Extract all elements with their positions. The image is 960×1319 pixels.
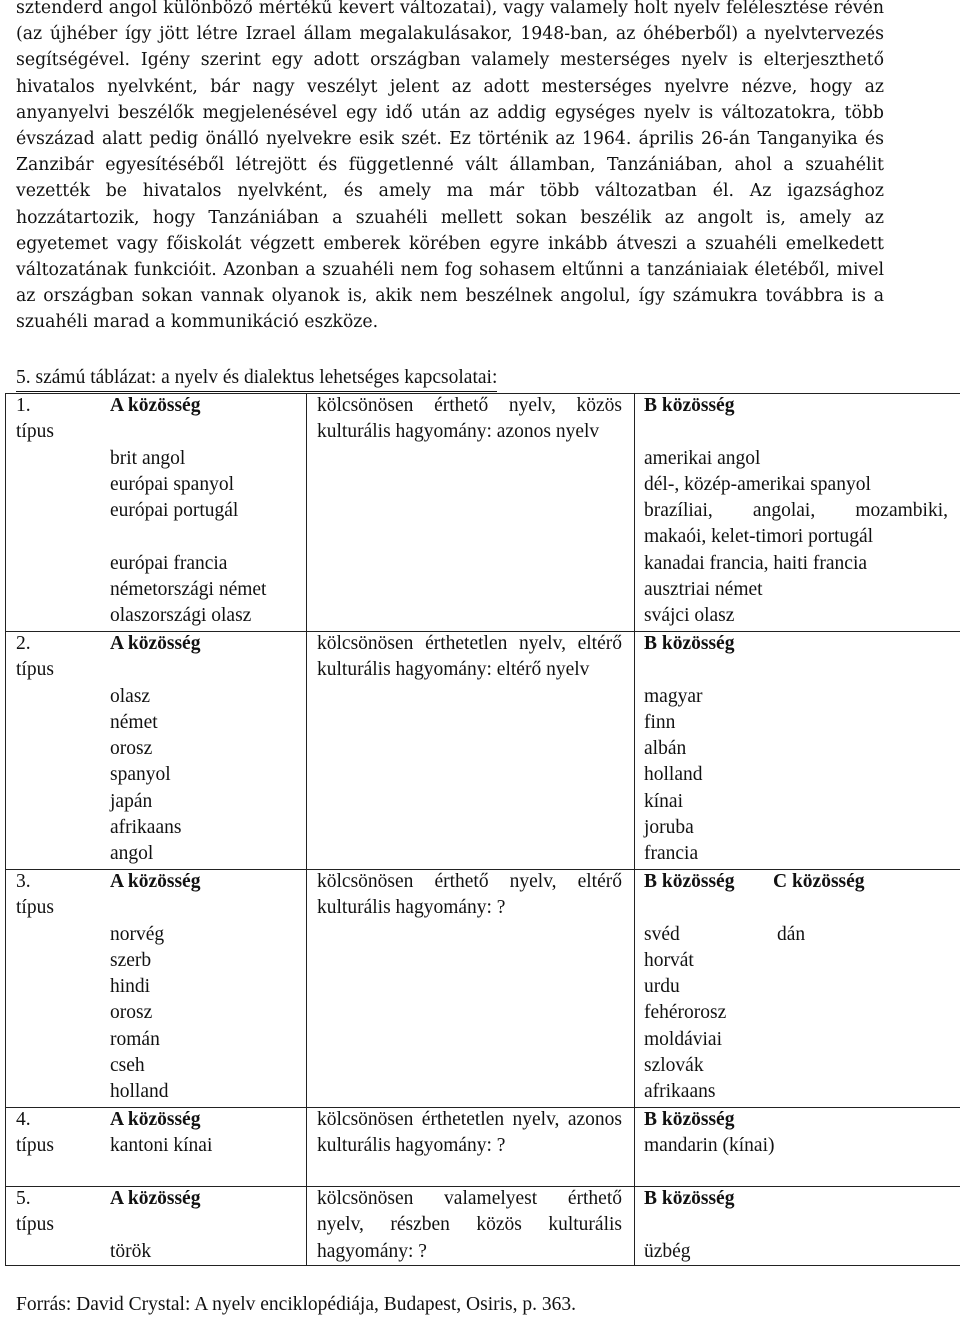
community-c-item: dán	[777, 923, 806, 945]
community-b-header: B közösség	[644, 1188, 735, 1209]
community-b-item: kínai	[644, 790, 683, 812]
community-a-item: spanyol	[110, 764, 171, 786]
community-a-item: olaszországi olasz	[110, 605, 252, 627]
table-column-divider	[634, 393, 635, 1265]
community-b-item: urdu	[644, 976, 680, 998]
community-a-header: A közösség	[110, 871, 201, 892]
community-a-item: japán	[110, 790, 153, 812]
community-b-header: B közösség	[644, 1109, 735, 1130]
community-b-item: ausztriai német	[644, 579, 763, 601]
community-a-item: angol	[110, 843, 154, 865]
community-a-cell	[110, 1186, 200, 1265]
community-b-header: B közösség	[644, 395, 735, 416]
community-b-cell	[644, 631, 948, 868]
community-b-cell	[644, 1107, 948, 1160]
table-left-border	[5, 393, 6, 1265]
type-label: 5. típus	[16, 1188, 54, 1236]
community-a-item: norvég	[110, 923, 165, 945]
community-b-item: afrikaans	[644, 1081, 716, 1103]
table-column-divider	[306, 393, 307, 1265]
community-a-item: németországi német	[110, 579, 267, 601]
table-bottom-border	[5, 1265, 960, 1266]
community-b-item: joruba	[644, 817, 694, 839]
community-a-header: A közösség	[110, 395, 201, 416]
community-a-item: brit angol	[110, 447, 186, 469]
community-a-item: cseh	[110, 1055, 145, 1077]
community-a-item: szerb	[110, 949, 152, 971]
type-label: 4. típus	[16, 1109, 54, 1157]
type-label: 3. típus	[16, 871, 54, 919]
community-a-item: román	[110, 1028, 160, 1050]
community-b-item: albán	[644, 738, 687, 760]
community-a-item: olasz	[110, 685, 151, 707]
community-b-item: mandarin (kínai)	[644, 1135, 775, 1157]
community-a-item: hindi	[110, 976, 151, 998]
table-caption: 5. számú táblázat: a nyelv és dialektus lehetséges kapcsolatai:	[16, 365, 497, 392]
community-b-item: amerikai angol	[644, 447, 761, 469]
community-b-item: kanadai francia, haiti francia	[644, 552, 868, 574]
community-a-header: A közösség	[110, 1109, 201, 1130]
community-a-cell	[110, 631, 200, 868]
community-a-item: európai spanyol	[110, 473, 235, 495]
source-note: Forrás: David Crystal: A nyelv enciklopédiája, Budapest, Osiris, p. 363.	[16, 1294, 577, 1315]
community-b-item: finn	[644, 711, 676, 733]
community-b-item: moldáviai	[644, 1028, 722, 1050]
relation-description: kölcsönösen érthető nyelv, közös kulturális hagyomány: azonos nyelv	[317, 395, 622, 443]
community-b-item: szlovák	[644, 1055, 704, 1077]
community-a-item: orosz	[110, 738, 153, 760]
community-b-item: üzbég	[644, 1240, 691, 1262]
community-b-item: dél-, közép-amerikai spanyol	[644, 473, 871, 495]
type-label: 1. típus	[16, 395, 54, 443]
community-a-item: orosz	[110, 1002, 153, 1024]
community-a-item: holland	[110, 1081, 169, 1103]
community-b-item: fehérorosz	[644, 1002, 727, 1024]
community-a-item: kantoni kínai	[110, 1135, 213, 1157]
relation-description: kölcsönösen érthetetlen nyelv, eltérő kulturális hagyomány: eltérő nyelv	[317, 633, 622, 681]
community-b-item: holland	[644, 764, 703, 786]
community-b-item: horvát	[644, 949, 694, 971]
community-a-item: német	[110, 711, 158, 733]
relation-description: kölcsönösen érthetetlen nyelv, azonos kulturális hagyomány: ?	[317, 1109, 622, 1157]
type-label: 2. típus	[16, 633, 54, 681]
community-b-header: B közösség	[644, 871, 735, 892]
community-c-header: C közösség	[773, 871, 865, 892]
community-a-header: A közösség	[110, 1188, 201, 1209]
community-b-item: francia	[644, 843, 699, 865]
community-a-header: A közösség	[110, 633, 201, 654]
community-a-item: európai portugál	[110, 500, 239, 522]
community-b-item: svéd	[644, 923, 680, 945]
community-a-item: török	[110, 1240, 152, 1262]
community-a-cell	[110, 1107, 212, 1160]
intro-paragraph: sztenderd angol különböző mértékű kevert változatai), vagy valamely holt nyelv felélesztése révén (az újhéber így jött létre Izrael állam megalakulásakor, 1948-ban, az óhéberből) a nyelvtervezés segítségével. Igény szerint egy adott országban valamely mesterséges nyelv is elterjeszthető hivatalos nyelvként, bár nagy veszélyt jelent az adott mesterséges nyelvre nézve, hogy az anyanyelvi beszélők megjelenésével egy idő után az addig egységes nyelv is változatokra, több évszázad alatt pedig önálló nyelvekre esik szét. Ez történik az 1964. április 26-án Tanganyika és Zanzibár egyesítéséből létrejött és függetlenné vált államban, Tanzániában, ahol a szuahélit vezették be hivatalos nyelvként, és amely ma már több változatban él. Az igazsághoz hozzátartozik, hogy Tanzániában a szuahéli mellett sokan beszélik az angolt is, amely az egyetemet vagy főiskolát végzett emberek körében egyre inkább átveszi a szuahéli emelkedett változatának funkcióit. Azonban a szuahéli nem fog sohasem eltűnni a tanzániaiak életéből, mivel az országban sokan vannak olyanok is, akik nem beszélnek angolul, így számukra továbbra is a szuahéli marad a kommunikáció eszköze.	[16, 0, 884, 333]
community-b-cell	[644, 1186, 948, 1265]
relation-description: kölcsönösen érthető nyelv, eltérő kulturális hagyomány: ?	[317, 871, 622, 919]
community-b-item: makaói, kelet-timori portugál	[644, 526, 874, 548]
community-b-item: magyar	[644, 685, 703, 707]
community-a-item: afrikaans	[110, 817, 182, 839]
community-b-header: B közösség	[644, 633, 735, 654]
community-a-cell	[110, 869, 200, 1106]
community-c-cell	[773, 869, 865, 948]
community-b-cell	[644, 393, 948, 630]
community-b-item: svájci olasz	[644, 605, 735, 627]
relation-description: kölcsönösen valamelyest érthető nyelv, részben közös kulturális hagyomány: ?	[317, 1188, 622, 1262]
community-a-cell	[110, 393, 266, 630]
community-a-item: európai francia	[110, 552, 228, 574]
community-b-item: brazíliai, angolai, mozambiki,	[644, 500, 948, 522]
